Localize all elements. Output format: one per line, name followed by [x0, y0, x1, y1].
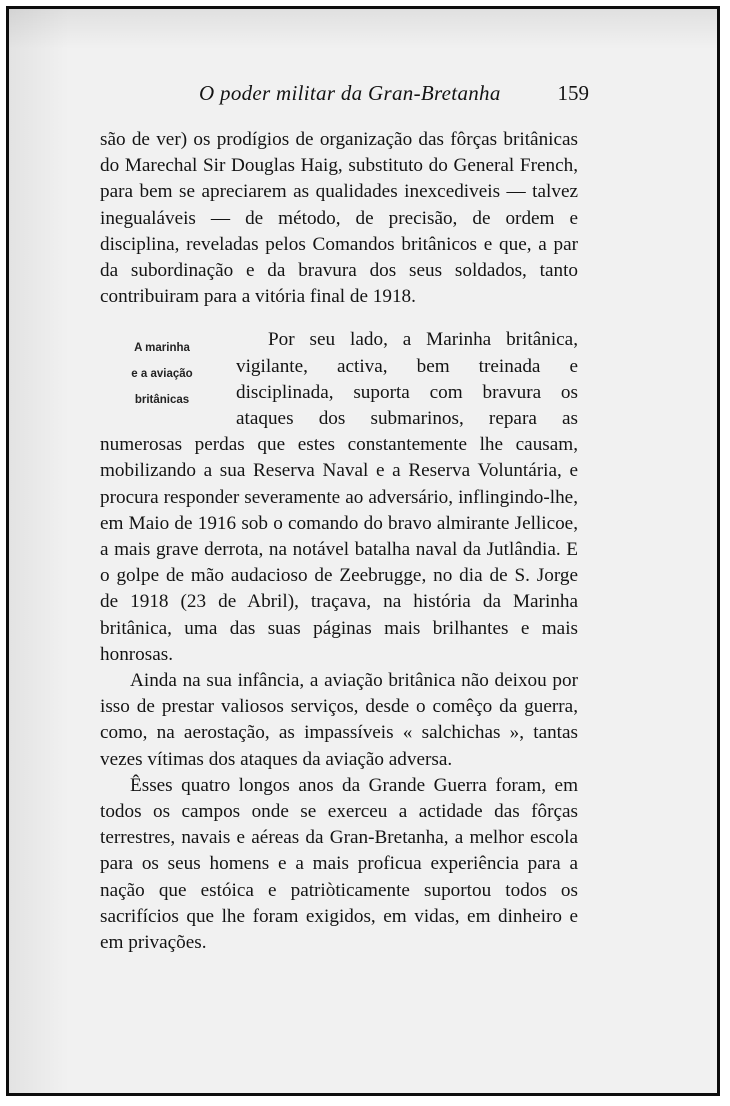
side-note-line-2: e a aviação [131, 368, 193, 381]
side-note-line-3: britânicas [134, 394, 190, 407]
paragraph-3: Ainda na sua infância, a aviação britânica não deixou por isso de prestar valiosos serviços, desde o comêço da guerra, como, na aerostação, as impassíveis « salchichas », tantas vezes vítimas dos ataques da aviação adversa. [100, 670, 578, 770]
side-note-line-1: A marinha [134, 342, 190, 355]
paragraph-4: Êsses quatro longos anos da Grande Guerra foram, em todos os campos onde se exerceu a actidade das fôrças terrestres, navais e aéreas da Gran-Bretanha, a melhor escola para os seus homens e a mais proficua experiência para a nação que estóica e patriòticamente suportou todos os sacrifícios que lhe foram exigidos, em vidas, em dinheiro e em privações. [100, 774, 578, 954]
page-number: 159 [557, 81, 589, 105]
paragraph-1: são de ver) os prodígios de organização das fôrças britânicas do Marechal Sir Douglas Haig, substituto do General French, para bem se apreciarem as qualidades inexcediveis — talvez inegualáveis — de método, de precisão, de ordem e disciplina, reveladas pelos Comandos britânicos e que, a par da subordinação e da bravura dos seus soldados, tanto contribuiram para a vitória final de 1918. [100, 129, 578, 308]
body-text [100, 127, 578, 956]
page-edge-shadow [9, 9, 69, 1093]
paragraph-2: Por seu lado, a Marinha britânica, vigilante, activa, bem treinada e disciplinada, suporta com bravura os ataques dos submarinos, repara as numerosas perdas que estes constantemente lhe causam, mobilizando a sua Reserva Naval e a Reserva Voluntária, e procura responder severamente ao adversário, inflingindo-lhe, em Maio de 1916 sob o comando do bravo almirante Jellicoe, a mais grave derrota, na notável batalha naval da Jutlândia. E o golpe de mão audacioso de Zeebrugge, no dia de S. Jorge de 1918 (23 de Abril), traçava, na história da Marinha britânica, uma das suas páginas mais brilhantes e mais honrosas. [100, 329, 578, 665]
page-top-shadow [9, 9, 717, 49]
running-title: O poder militar da Gran-Bretanha [199, 81, 501, 105]
running-head [159, 79, 609, 109]
side-note [100, 335, 224, 413]
paragraph-2-block [100, 327, 578, 668]
book-page [6, 6, 720, 1096]
